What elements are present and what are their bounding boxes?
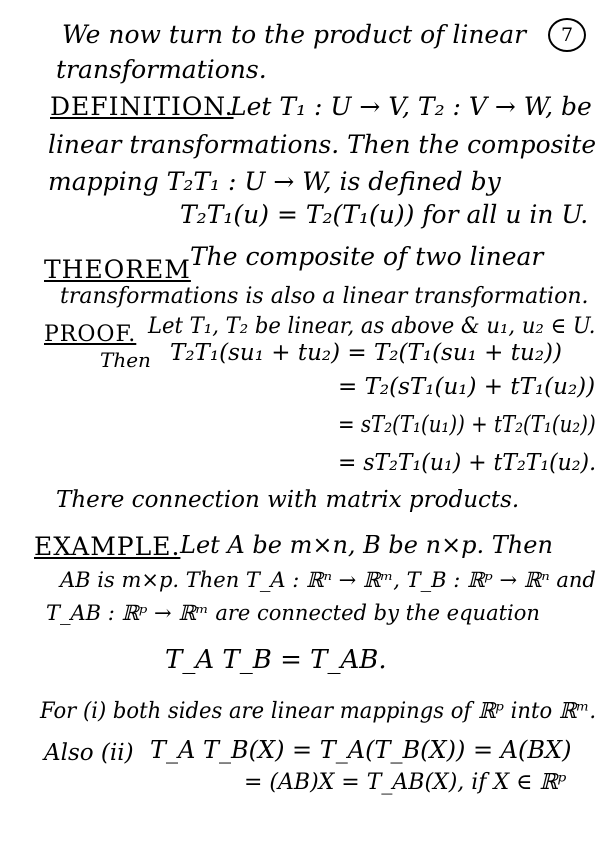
theorem-line-2: transformations is also a linear transformation. [60,284,589,309]
definition-line-2: linear transformations. Then the composite [48,130,597,159]
theorem-line-1: The composite of two linear [190,242,544,271]
example-line-2: AB is m×p. Then T_A : ℝⁿ → ℝᵐ, T_B : ℝᵖ → ℝⁿ and [60,568,596,592]
proof-heading: PROOF. [44,322,137,347]
also-ii-line-2: = (AB)X = T_AB(X), if X ∈ ℝᵖ [244,770,567,795]
definition-line-3: mapping T₂T₁ : U → W, is defined by [48,167,501,196]
example-heading: EXAMPLE. [34,532,181,561]
definition-heading: DEFINITION. [50,92,234,121]
theorem-heading: THEOREM [44,255,191,284]
example-equation: T_A T_B = T_AB. [165,645,387,675]
intro-line-1: We now turn to the product of linear [62,20,527,49]
definition-line-1: Let T₁ : U → V, T₂ : V → W, be [230,92,592,121]
example-line-1: Let A be m×n, B be n×p. Then [180,531,553,559]
proof-line-2: T₂T₁(su₁ + tu₂) = T₂(T₁(su₁ + tu₂)) [170,340,562,366]
page-number: 7 [548,18,586,52]
example-line-3: T_AB : ℝᵖ → ℝᵐ are connected by the equation [46,601,540,625]
also-ii-label: Also (ii) [44,740,134,766]
proof-line-5: = sT₂T₁(u₁) + tT₂T₁(u₂). [338,450,597,476]
proof-then: Then [100,348,151,372]
proof-line-1: Let T₁, T₂ be linear, as above & u₁, u₂ ∈ U. [148,314,596,339]
intro-line-2: transformations. [56,55,267,84]
for-i-line: For (i) both sides are linear mappings of ℝᵖ into ℝᵐ. [40,699,597,724]
definition-formula: T₂T₁(u) = T₂(T₁(u)) for all u in U. [180,200,589,229]
also-ii-line-1: T_A T_B(X) = T_A(T_B(X)) = A(BX) [150,736,572,764]
proof-line-4: = sT₂(T₁(u₁)) + tT₂(T₁(u₂)) [338,412,596,438]
connection-line: There connection with matrix products. [56,487,520,513]
proof-line-3: = T₂(sT₁(u₁) + tT₁(u₂)) [338,374,596,400]
